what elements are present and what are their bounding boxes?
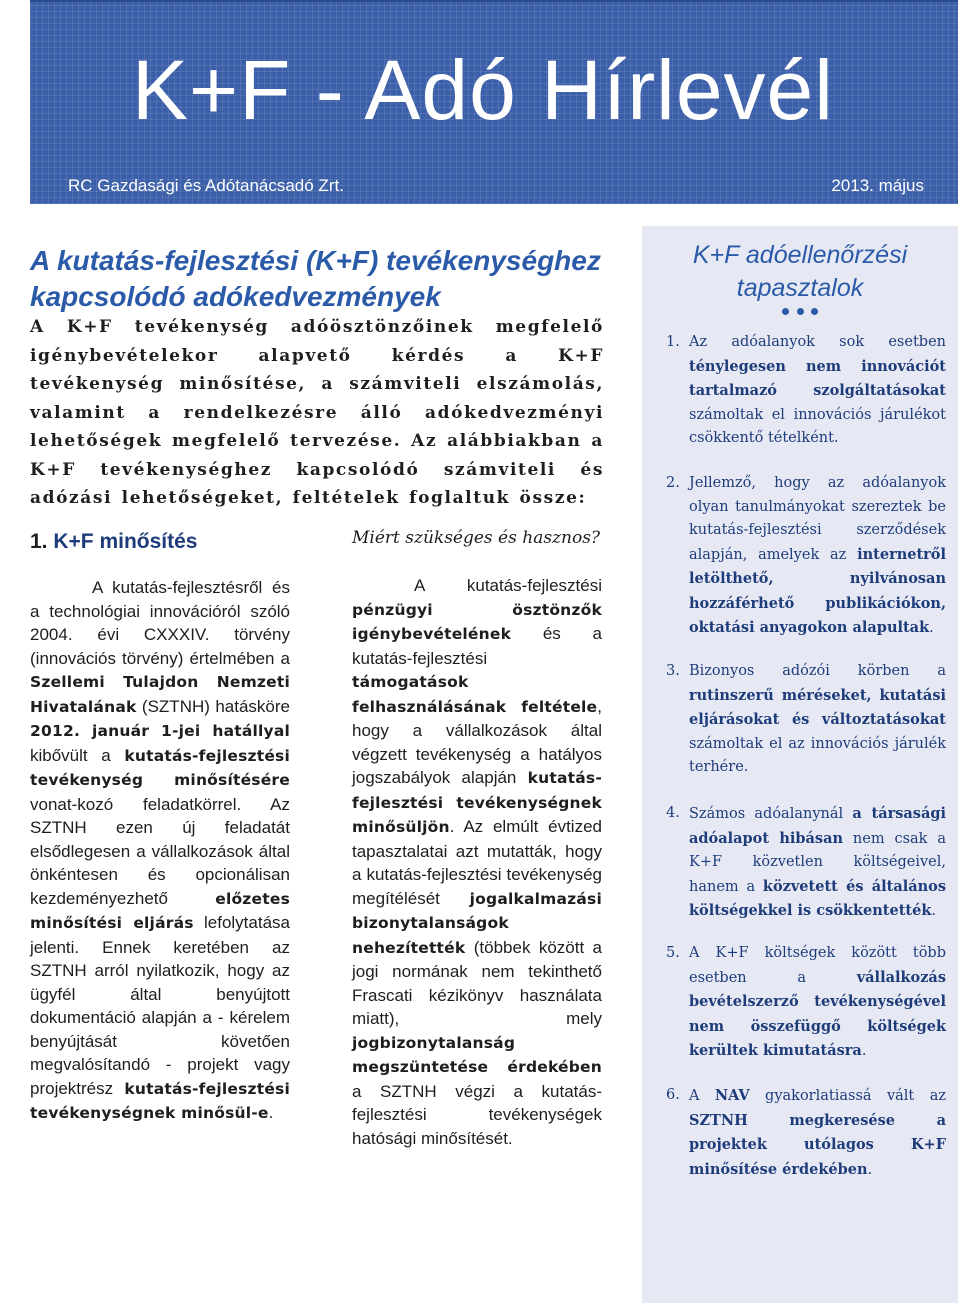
section-heading [30,530,197,554]
item-plain: . [931,903,936,919]
item-bold: internetről letölthető, nyilvánosan hozzáférhető publikációkon, oktatási anyagokon alapultak [689,545,946,636]
item-text [689,802,946,924]
column-one-text [30,576,290,1126]
item-number: 3. [666,663,680,679]
col1-text: vonat-kozó feladatkörrel. Az SZTNH ezen új feladatát elsődlegesen a vállalkozások által önkéntesen és opcionálisan kezdeményezhető [30,794,290,908]
item-text [689,1084,946,1182]
column-two-heading: Miért szükséges és hasznos? [352,528,601,548]
sidebar-list-item [666,802,946,924]
item-plain: Jellemző, hogy az adóalanyok olyan tanulmányokat szereztek be kutatás-fejlesztési szerződések alapján, amelyek az [689,475,946,563]
item-text [689,331,946,451]
item-number: 5. [666,945,680,961]
col2-text: a SZTNH végzi a kutatás-fejlesztési tevékenységek hatósági minősítését. [352,1081,602,1148]
newsletter-title: K+F - Adó Hírlevél [132,43,834,137]
item-plain: . [929,620,934,636]
col1-text: kibővült a [30,745,125,765]
col2-text: , hogy a vállalkozások által végzett tevékenység a hatályos jogszabályok alapján [352,696,602,787]
item-number: 6. [666,1087,680,1103]
company-name: RC Gazdasági és Adótanácsadó Zrt. [68,176,344,195]
item-plain: számoltak el az innovációs járulék terhére. [689,735,946,775]
item-plain: nem csak a K+F közvetlen költségeivel, hanem a [689,830,946,895]
col1-emphasis: 2012. január 1-jei hatállyal [30,722,290,740]
col2-emphasis: kutatás-fejlesztési tevékenységnek minősüljön [352,769,602,836]
article-lead: A K+F tevékenység adóösztönzőinek megfelelő igénybevételekor alapvető kérdés a K+F tevékenység minősítése, a számviteli elszámolás, valamint a rendelkezésre álló adókedvezményi lehetőségek megfelelő tervezése. Az alábbiakban a K+F tevékenységhez kapcsolódó számviteli és adózási lehetőségeket, feltételek foglaltuk össze: [30,317,604,508]
col1-emphasis: Szellemi Tulajdon Nemzeti Hivatalának [30,673,290,716]
col2-text: A kutatás-fejlesztési [414,576,602,595]
item-bold: ténylegesen nem innovációt tartalmazó szolgáltatásokat [689,357,946,399]
item-bold: vállalkozás bevételszerző tevékenységével nem összefüggő költségek kerültek kimutatásra [689,968,946,1059]
col2-text: és a kutatás-fejlesztési [352,624,602,668]
sidebar-list-item [666,1084,946,1182]
sidebar-list-item [666,472,946,641]
col2-emphasis: pénzügyi ösztönzők igénybevételének [352,600,602,643]
ellipsis-dots-icon [782,308,818,318]
item-plain: A [689,1088,715,1104]
item-plain: Az adóalanyok sok esetben [689,334,946,350]
item-text [689,660,946,780]
item-plain: . [861,1043,867,1059]
column-two-text [352,574,602,1150]
sidebar-list-item [666,331,946,451]
col2-text: . Az elmúlt évtized tapasztalatai azt mutatták, hogy a kutatás-fejlesztési tevékenység megítélését [352,817,602,908]
item-plain: A K+F költségek között több esetben a [689,945,946,986]
issue-date: 2013. május [831,176,924,195]
item-bold: SZTNH megkeresése a projektek utólagos K+F minősítése érdekében [689,1111,946,1178]
item-plain: Bizonyos adózói körben a [689,663,946,679]
item-bold: közvetett és általános költségekkel is csökkentették [689,877,947,919]
col1-emphasis: kutatás-fejlesztési tevékenységnek minősül-e [30,1079,290,1122]
item-plain: számoltak el innovációs járulékot csökkentő tételként. [689,406,946,446]
item-number: 4. [666,805,680,821]
col2-emphasis: jogbizonytalanság megszüntetése érdekében [352,1033,602,1076]
item-plain: gyakorlatiassá vált az [749,1088,946,1104]
item-bold: NAV [714,1087,750,1104]
sidebar [642,226,958,1303]
item-plain: Számos adóalanynál [689,806,853,822]
col2-emphasis: támogatások felhasználásának feltétele [352,673,598,716]
col2-text: (többek között a jogi normának nem tekinthető Frascati kézikönyv használata miatt), mely [352,937,602,1028]
item-plain: . [867,1161,873,1178]
sidebar-list-item [666,660,946,780]
sidebar-title: K+F adóellenőrzési tapasztalok [692,241,908,302]
col1-text: (SZTNH) hatásköre [136,696,290,716]
col1-text: lefolytatása jelenti. Ennek keretében az SZTNH arról nyilatkozik, hogy az ügyfél által benyújtott dokumentáció alapján a - kérelem benyújtását követően megvalósítandó - projekt vagy projektrész [30,913,290,1098]
section-title: K+F minősítés [53,530,198,553]
col2-emphasis: jogalkalmazási bizonytalanságok nehezítették [352,889,602,957]
col1-text: . [268,1103,274,1122]
item-bold: a társasági adóalapot hibásan [689,805,946,847]
item-text [689,472,946,641]
item-number: 1. [666,334,680,350]
section-number: 1. [30,530,48,553]
col1-emphasis: előzetes minősítési eljárás [30,889,290,932]
item-number: 2. [666,475,680,491]
col1-text: A kutatás-fejlesztésről és a technológiai innovációról szóló 2004. évi CXXXIV. törvény (innovációs törvény) értelmében a [30,578,290,668]
article-headline: A kutatás-fejlesztési (K+F) tevékenységhez kapcsolódó adókedvezmények [30,245,601,312]
masthead [30,0,958,204]
item-text [689,942,946,1064]
col1-emphasis: kutatás-fejlesztési tevékenység minősítésére [30,746,290,789]
item-bold: rutinszerű méréseket, kutatási eljárásokat és változtatásokat [689,686,946,728]
sidebar-list-item [666,942,946,1064]
